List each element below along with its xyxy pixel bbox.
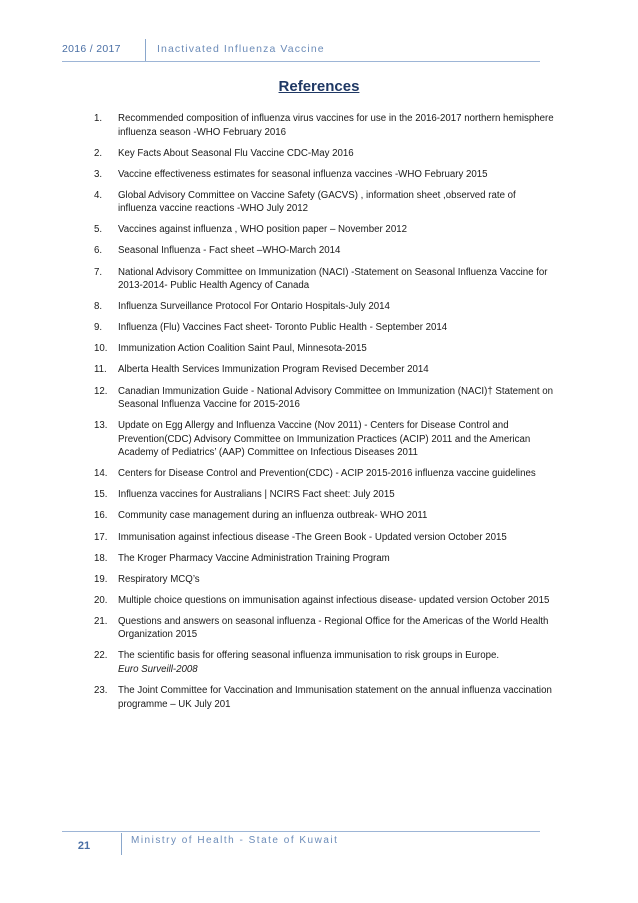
reference-text: The scientific basis for offering seasonal influenza immunisation to risk groups in Europe. [118, 650, 500, 662]
reference-item [94, 385, 554, 412]
reference-text: Influenza Surveillance Protocol For Ontario Hospitals-July 2014 [118, 301, 390, 313]
reference-number: 8. [94, 301, 103, 313]
reference-item [94, 223, 554, 237]
reference-text: Vaccine effectiveness estimates for seasonal influenza vaccines -WHO February 2015 [118, 168, 488, 180]
reference-item [94, 112, 554, 139]
footer-divider [121, 833, 122, 855]
reference-number: 3. [94, 168, 103, 180]
reference-item [94, 300, 554, 314]
reference-journal: Euro Surveill-2008 [118, 663, 198, 675]
reference-text: Centers for Disease Control and Prevention(CDC) - ACIP 2015-2016 influenza vaccine guidelines [118, 468, 536, 480]
reference-number: 20. [94, 594, 108, 606]
reference-text: Key Facts About Seasonal Flu Vaccine CDC-May 2016 [118, 147, 354, 159]
reference-text: Influenza (Flu) Vaccines Fact sheet- Toronto Public Health - September 2014 [118, 322, 448, 334]
reference-item [94, 573, 554, 587]
page-title: References [278, 78, 360, 95]
reference-number: 1. [94, 113, 103, 124]
reference-number: 2. [94, 147, 103, 159]
reference-item [94, 189, 554, 216]
reference-number: 11. [94, 364, 107, 376]
reference-text: National Advisory Committee on Immunization (NACI) -Statement on Seasonal Influenza Vaccine for 2013-2014- Public Health Agency of Canada [118, 266, 548, 292]
reference-item [94, 531, 554, 545]
reference-number: 6. [94, 245, 103, 257]
reference-item [94, 488, 554, 502]
reference-text: Update on Egg Allergy and Influenza Vaccine (Nov 2011) - Centers for Disease Control and Prevention(CDC) Advisory Committee on Immunization Practices (ACIP) 2011 and the American Academy of Pediatrics’ (AAP) Committee on Infectious Diseases 2011 [118, 420, 531, 459]
reference-text: Questions and answers on seasonal influenza - Regional Office for the Americas of the World Health Organization 2015 [118, 615, 549, 641]
footer-ministry: Ministry of Health - State of Kuwait [131, 835, 339, 846]
reference-item [94, 244, 554, 258]
reference-number: 22. [94, 650, 108, 662]
reference-number: 17. [94, 531, 108, 543]
reference-number: 7. [94, 266, 103, 278]
reference-item [94, 594, 554, 608]
reference-number: 19. [94, 573, 108, 585]
reference-text: Multiple choice questions on immunisation against infectious disease- updated version October 2015 [118, 594, 550, 606]
reference-text: Influenza vaccines for Australians | NCIRS Fact sheet: July 2015 [118, 489, 395, 501]
reference-item [94, 684, 554, 711]
reference-item [94, 509, 554, 523]
reference-number: 10. [94, 343, 108, 355]
reference-text: Alberta Health Services Immunization Program Revised December 2014 [118, 364, 429, 376]
reference-item [94, 467, 554, 481]
reference-text: Respiratory MCQ’s [118, 573, 200, 585]
footer-rule [62, 831, 540, 832]
reference-number: 16. [94, 510, 108, 522]
reference-item [94, 168, 554, 182]
header-year: 2016 / 2017 [62, 43, 121, 55]
reference-text: Global Advisory Committee on Vaccine Safety (GACVS) , information sheet ,observed rate of influenza vaccine reactions -WHO July 2012 [118, 189, 516, 215]
reference-number: 13. [94, 420, 108, 432]
reference-item [94, 649, 554, 676]
reference-number: 23. [94, 685, 108, 697]
page-number: 21 [77, 840, 91, 852]
reference-item [94, 342, 554, 356]
reference-text: Immunisation against infectious disease -The Green Book - Updated version October 2015 [118, 531, 507, 543]
reference-item [94, 419, 554, 460]
header-title: Inactivated Influenza Vaccine [157, 43, 325, 55]
reference-item [94, 266, 554, 293]
reference-number: 5. [94, 224, 103, 236]
reference-number: 18. [94, 552, 108, 564]
reference-number: 12. [94, 385, 108, 397]
reference-text: The Kroger Pharmacy Vaccine Administration Training Program [118, 552, 390, 564]
reference-item [94, 615, 554, 642]
reference-text: Vaccines against influenza , WHO position paper – November 2012 [118, 224, 407, 236]
reference-text: Seasonal Influenza - Fact sheet –WHO-March 2014 [118, 245, 341, 257]
reference-text: Immunization Action Coalition Saint Paul, Minnesota-2015 [118, 343, 367, 355]
reference-list [94, 112, 554, 719]
reference-number: 14. [94, 468, 108, 480]
reference-item [94, 321, 554, 335]
page-header [62, 40, 542, 60]
reference-number: 9. [94, 322, 103, 334]
reference-number: 15. [94, 489, 108, 501]
page-footer [62, 833, 540, 855]
reference-text: The Joint Committee for Vaccination and Immunisation statement on the annual influenza vaccination programme – UK July 201 [118, 685, 552, 710]
reference-text: Recommended composition of influenza virus vaccines for use in the 2016-2017 northern hemisphere influenza season -WHO February 2016 [118, 113, 554, 138]
reference-text: Community case management during an influenza outbreak- WHO 2011 [118, 510, 428, 522]
reference-item [94, 363, 554, 377]
reference-number: 4. [94, 189, 103, 201]
reference-number: 21. [94, 615, 108, 627]
header-rule [62, 61, 540, 62]
reference-item [94, 147, 554, 161]
reference-item [94, 552, 554, 566]
header-divider [145, 39, 146, 61]
reference-text: Canadian Immunization Guide - National Advisory Committee on Immunization (NACI)† Statement on Seasonal Influenza Vaccine for 2015-2016 [118, 385, 554, 411]
